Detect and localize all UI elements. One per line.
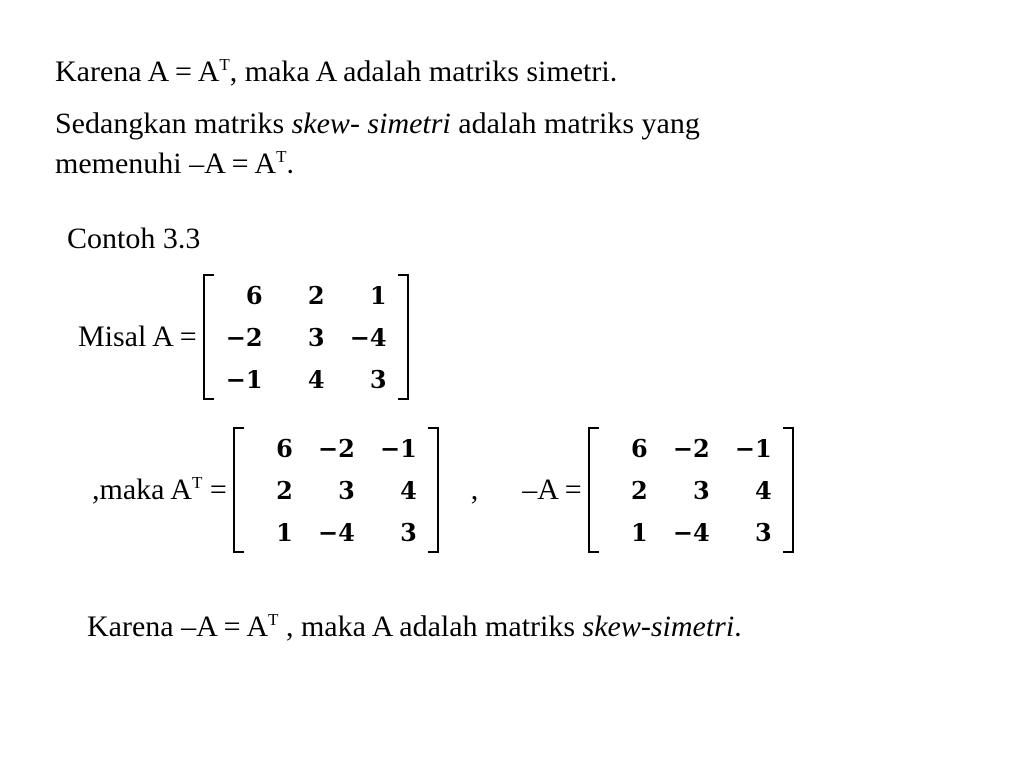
transpose-label-lead: ,maka A — [92, 473, 192, 506]
symmetric-statement-lead: Karena A = A — [55, 55, 220, 88]
matrix-cell: −4 — [349, 322, 387, 352]
matrix-a-grid — [213, 274, 399, 400]
matrix-cell: 3 — [693, 475, 710, 505]
right-bracket — [428, 427, 439, 553]
matrix-cell: 3 — [755, 517, 772, 547]
matrix-row — [213, 316, 399, 358]
conclusion-term: skew-simetri — [582, 610, 735, 643]
matrix-cell: 6 — [245, 280, 263, 310]
matrix-row — [243, 427, 429, 469]
conclusion-middle: , maka A adalah matriks — [278, 610, 583, 643]
skew-definition-tail: adalah matriks yang — [450, 107, 700, 140]
conclusion-tail: . — [734, 610, 742, 643]
skew-definition-line-1 — [55, 106, 700, 142]
matrix-cell: 3 — [338, 475, 355, 505]
matrix-cell: 2 — [631, 475, 648, 505]
conclusion — [87, 609, 742, 645]
matrix-cell: −2 — [317, 433, 355, 463]
matrix-cell: 1 — [369, 280, 387, 310]
matrix-cell: 6 — [276, 433, 293, 463]
superscript-t: T — [219, 55, 230, 74]
matrix-cell: 3 — [369, 364, 387, 394]
matrix-cell: −1 — [734, 433, 772, 463]
example-title: Contoh 3.3 — [67, 222, 201, 255]
matrix-cell: 3 — [400, 517, 417, 547]
skew-definition-lead: Sedangkan matriks — [55, 107, 292, 140]
superscript-t: T — [276, 147, 287, 166]
matrix-cell: 4 — [307, 364, 325, 394]
right-bracket — [783, 427, 794, 553]
conclusion-lead: Karena –A = A — [87, 610, 269, 643]
transpose-label — [92, 473, 227, 507]
matrix-negative-grid — [598, 427, 784, 553]
matrix-transpose-grid — [243, 427, 429, 553]
left-bracket — [588, 427, 599, 553]
matrix-cell: −2 — [225, 322, 263, 352]
negative-label: –A = — [522, 473, 582, 506]
matrix-a — [203, 274, 409, 400]
matrix-cell: −1 — [225, 364, 263, 394]
skew-definition-line-2 — [55, 146, 294, 182]
matrix-row — [243, 511, 429, 553]
matrix-row — [213, 274, 399, 316]
matrix-cell: 1 — [276, 517, 293, 547]
separator-comma: , — [470, 473, 479, 506]
matrix-cell: 4 — [400, 475, 417, 505]
matrix-a-label: Misal A = — [78, 320, 197, 353]
skew-definition-term: skew- simetri — [291, 107, 451, 140]
right-bracket — [398, 274, 409, 400]
matrix-cell: 2 — [307, 280, 325, 310]
superscript-t: T — [191, 473, 203, 492]
matrix-cell: −2 — [672, 433, 710, 463]
matrix-cell: 3 — [307, 322, 325, 352]
matrix-cell: −4 — [672, 517, 710, 547]
matrix-row — [598, 427, 784, 469]
superscript-t: T — [268, 610, 279, 629]
matrix-negative — [588, 427, 794, 553]
transpose-negative-row — [92, 427, 794, 553]
skew-condition-tail: . — [286, 147, 294, 180]
symmetric-statement — [55, 54, 617, 90]
skew-condition-lead: memenuhi –A = A — [55, 147, 277, 180]
matrix-row — [598, 469, 784, 511]
matrix-cell: −4 — [317, 517, 355, 547]
matrix-cell: 1 — [631, 517, 648, 547]
transpose-label-tail: = — [202, 473, 227, 506]
matrix-cell: −1 — [379, 433, 417, 463]
matrix-cell: 4 — [755, 475, 772, 505]
matrix-transpose — [233, 427, 439, 553]
matrix-row — [213, 358, 399, 400]
matrix-cell: 6 — [631, 433, 648, 463]
left-bracket — [203, 274, 214, 400]
matrix-a-row — [78, 274, 409, 400]
matrix-row — [243, 469, 429, 511]
matrix-row — [598, 511, 784, 553]
symmetric-statement-tail: , maka A adalah matriks simetri. — [229, 55, 618, 88]
left-bracket — [233, 427, 244, 553]
matrix-cell: 2 — [276, 475, 293, 505]
